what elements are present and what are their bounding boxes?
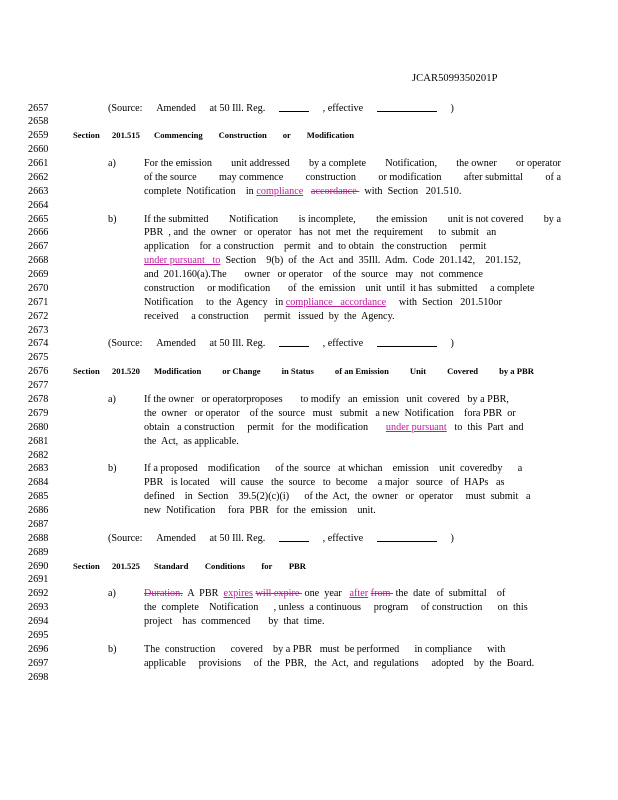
line-number: 2698 [28,671,49,683]
deleted-text: from [370,588,394,600]
text-run: The construction covered by a PBR must be performed in compliance with [144,643,506,655]
line-number: 2666 [28,227,49,239]
paragraph-text [144,657,534,670]
text-run: Notification, [385,158,438,170]
line-number: 2697 [28,657,49,669]
blank-line [279,532,309,542]
text-run: construction [305,171,356,183]
line-2659 [28,129,588,142]
line-number: 2671 [28,296,49,308]
section-title-word: Covered [447,366,479,377]
line-number: 2669 [28,269,49,281]
deleted-text: Duration. [144,588,183,600]
line-number: 2695 [28,629,49,641]
source-note [108,102,454,115]
line-number: 2668 [28,255,49,267]
paragraph-text [144,310,395,323]
line-number: 2689 [28,546,49,558]
source-note-text: (Source: [108,532,143,544]
line-2679 [28,407,588,420]
text-run: is incomplete, [298,213,356,225]
blank-line [377,337,437,347]
line-2657 [28,102,588,115]
line-2685 [28,490,588,503]
document-header-id: JCAR5099350201P [412,73,498,84]
blank-line [279,102,309,112]
line-2683 [28,462,588,475]
text-run: by a complete [308,158,367,170]
line-number: 2660 [28,144,49,156]
line-2661 [28,157,588,170]
line-2660 [28,143,588,156]
inserted-text: expires [223,588,253,600]
section-title-word: in Status [281,366,314,377]
blank-line [377,532,437,542]
subsection-marker: a) [108,588,116,600]
line-number: 2682 [28,449,49,461]
inserted-text: compliance accordance [285,296,387,308]
text-run: A PBR [182,588,224,600]
line-2687 [28,518,588,531]
text-run: the emission [376,213,428,225]
text-run: If a proposed modification of the source at whichan emission unit coveredby a [144,463,523,475]
line-2682 [28,449,588,462]
line-number: 2670 [28,282,49,294]
line-2669 [28,268,588,281]
deleted-text: accordance [310,185,360,197]
line-2664 [28,199,588,212]
text-run: new Notification fora PBR for the emission unit. [144,505,376,517]
subsection-marker: b) [108,213,117,225]
source-note [108,532,454,545]
source-note-text: (Source: [108,102,143,114]
text-run: may commence [219,171,284,183]
section-title-word: of an Emission [334,366,389,377]
line-number: 2693 [28,602,49,614]
line-2671 [28,296,588,309]
paragraph-text [144,504,376,517]
line-number: 2662 [28,171,49,183]
line-2680 [28,421,588,434]
line-2690 [28,560,588,573]
paragraph-text [144,476,504,489]
paragraph-text [144,282,534,295]
section-title-word: by a PBR [499,366,534,377]
source-note-text: at 50 Ill. Reg. [209,102,266,114]
line-2681 [28,435,588,448]
line-2697 [28,657,588,670]
line-number: 2663 [28,185,49,197]
line-2670 [28,282,588,295]
text-run: applicable provisions of the PBR, the Act, and regulations adopted by the Board. [144,657,535,669]
text-run: the date of submittal of [393,588,506,600]
subsection-marker: b) [108,643,117,655]
line-number: 2657 [28,102,49,114]
source-note-text: ) [450,338,454,350]
paragraph-text [144,185,461,198]
source-note-text: Amended [156,102,196,114]
text-run: received a construction permit issued by the Agency. [144,310,395,322]
text-run: and 201.160(a).The owner or operator of the source may not commence [144,269,483,281]
line-number: 2659 [28,130,49,142]
paragraph-text [144,601,528,614]
deleted-text: will expire [255,588,302,600]
paragraph-text [144,643,505,656]
text-run: defined in Section 39.5(2)(c)(i) of the Act, the owner or operator must submit a [144,491,531,503]
text-run: the owner or operator of the source must submit a new Notification fora PBR or [144,407,516,419]
text-run: Section 9(b) of the Act and 35Ill. Adm. Code 201.142, 201.152, [220,255,521,267]
line-number: 2678 [28,393,49,405]
line-number: 2673 [28,324,49,336]
line-number: 2674 [28,338,49,350]
line-2684 [28,476,588,489]
line-2662 [28,171,588,184]
line-number: 2680 [28,421,49,433]
blank-line [279,337,309,347]
text-run: If the owner or operatorproposes to modify an emission unit covered by a PBR, [144,393,509,405]
text-run: complete Notification in [144,185,257,197]
line-number: 2672 [28,310,49,322]
section-title-word: Conditions [204,560,245,571]
line-2665 [28,213,588,226]
line-2663 [28,185,588,198]
paragraph-text [144,615,325,628]
line-number: 2658 [28,116,49,128]
text-run: the owner [456,158,497,170]
line-number: 2691 [28,574,49,586]
paragraph-text [144,226,496,239]
line-2672 [28,310,588,323]
text-run: or modification [378,171,442,183]
subsection-marker: a) [108,158,116,170]
text-run: application for a construction permit and to obtain the construction permit [144,241,487,253]
section-label: Section [73,130,100,141]
section-title-word: Construction [218,130,267,141]
text-run: PBR is located will cause the source to become a major source of HAPs as [144,477,505,489]
section-label: Section [73,366,100,377]
inserted-text: compliance [256,185,304,197]
line-number: 2685 [28,491,49,503]
text-run: to this Part and [446,421,524,433]
line-number: 2676 [28,366,49,378]
source-note-text: , effective [322,532,364,544]
section-title-word: Unit [409,366,427,377]
paragraph-text [144,393,509,406]
line-2693 [28,601,588,614]
section-label: Section [73,560,100,571]
text-run [303,186,311,197]
line-2668 [28,254,588,267]
line-2698 [28,671,588,684]
line-number: 2677 [28,380,49,392]
source-note-text: Amended [156,338,196,350]
line-number: 2688 [28,532,49,544]
line-2686 [28,504,588,517]
section-title [154,365,534,378]
inserted-text: under pursuant to [144,255,221,267]
blank-line [377,102,437,112]
line-number: 2686 [28,505,49,517]
line-2695 [28,629,588,642]
section-title-word: Modification [306,130,354,141]
text-run: the complete Notification , unless a continuous program of construction on this [144,602,528,614]
line-number: 2661 [28,158,49,170]
section-title [154,560,306,573]
line-number: 2692 [28,588,49,600]
text-run: the Act, as applicable. [144,435,239,447]
text-run: obtain a construction permit for the modification [144,421,386,433]
paragraph-text [144,157,561,170]
line-2694 [28,615,588,628]
text-run: Notification to the Agency in [144,296,286,308]
text-run: unit addressed [231,158,290,170]
section-number: 201.525 [112,560,140,571]
text-run: by a [543,213,561,225]
paragraph-text [144,268,483,281]
text-run: construction or modification of the emission unit until it has submitted a complete [144,282,535,294]
paragraph-text [144,587,505,600]
section-title-word: Commencing [154,130,203,141]
paragraph-text [144,254,521,267]
text-run: For the emission [144,158,212,170]
source-note-text: ) [450,102,454,114]
paragraph-text [144,296,502,309]
text-run: If the submitted [144,213,209,225]
line-number: 2667 [28,241,49,253]
paragraph-text [144,462,522,475]
line-number: 2684 [28,477,49,489]
line-number: 2664 [28,199,49,211]
line-number: 2690 [28,560,49,572]
line-number: 2675 [28,352,49,364]
section-title [154,129,354,142]
text-run: PBR , and the owner or operator has not met the requirement to submit an [144,227,497,239]
source-note-text: , effective [322,102,364,114]
line-2666 [28,226,588,239]
paragraph-text [144,171,561,184]
text-run: of a [545,171,561,183]
line-2658 [28,115,588,128]
line-2675 [28,351,588,364]
paragraph-text [144,435,239,448]
line-2673 [28,324,588,337]
line-2696 [28,643,588,656]
line-number: 2681 [28,435,49,447]
inserted-text: under pursuant [385,421,447,433]
source-note [108,337,454,350]
line-number: 2687 [28,518,49,530]
section-title-word: or [282,130,291,141]
section-number: 201.520 [112,366,140,377]
subsection-marker: b) [108,463,117,475]
text-run: with Section 201.510. [359,185,462,197]
line-2676 [28,365,588,378]
section-number: 201.515 [112,130,140,141]
line-2691 [28,573,588,586]
text-run: after submittal [463,171,524,183]
line-number: 2694 [28,616,49,628]
text-run: or operator [515,158,561,170]
line-number: 2696 [28,643,49,655]
text-run: project has commenced by that time. [144,616,325,628]
subsection-marker: a) [108,393,116,405]
line-number: 2683 [28,463,49,475]
source-note-text: at 50 Ill. Reg. [209,532,266,544]
section-title-word: or Change [222,366,261,377]
line-2677 [28,379,588,392]
section-title-word: for [261,560,273,571]
paragraph-text [144,421,523,434]
line-2678 [28,393,588,406]
section-title-word: Standard [154,560,189,571]
inserted-text: after [349,588,369,600]
line-2674 [28,337,588,350]
section-title-word: PBR [288,560,306,571]
text-run: with Section 201.510or [386,296,502,308]
paragraph-text [144,407,516,420]
text-run: of the source [144,171,197,183]
line-2692 [28,587,588,600]
source-note-text: ) [450,532,454,544]
line-2688 [28,532,588,545]
text-run: one year [301,588,350,600]
paragraph-text [144,490,530,503]
line-2667 [28,240,588,253]
source-note-text: Amended [156,532,196,544]
text-run: unit is not covered [447,213,524,225]
section-title-word: Modification [154,366,202,377]
line-2689 [28,546,588,559]
line-number: 2665 [28,213,49,225]
source-note-text: (Source: [108,338,143,350]
source-note-text: , effective [322,338,364,350]
paragraph-text [144,213,561,226]
line-number: 2679 [28,407,49,419]
paragraph-text [144,240,486,253]
source-note-text: at 50 Ill. Reg. [209,338,266,350]
text-run: Notification [228,213,279,225]
